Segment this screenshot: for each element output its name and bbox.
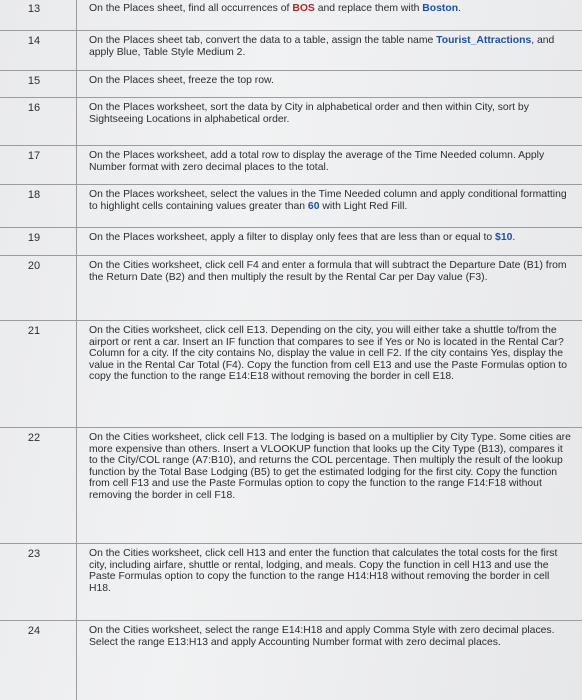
step-instruction [89,189,574,212]
instruction-text: On the Cities worksheet, select the range E14:H18 and apply Comma Style with zero decimal places. Select the range E13:H13 and apply Accounting Number format with zero decimal places. [89,625,555,648]
instruction-text: . [458,3,461,14]
table-row [0,70,582,97]
column-divider [76,71,77,97]
highlighted-value: $10 [495,232,513,243]
column-divider [76,256,77,320]
table-row [0,184,582,227]
step-number: 15 [27,75,41,87]
instruction-text: , and apply Blue, Table Style Medium 2. [89,35,555,58]
step-number: 21 [27,325,41,337]
column-divider [76,544,77,620]
column-divider [76,621,77,700]
table-row [0,227,582,255]
table-row [0,145,582,184]
step-number: 23 [27,548,41,560]
step-instruction [89,150,574,173]
column-divider [76,321,77,427]
step-instruction [89,35,574,58]
step-number: 17 [27,150,41,162]
table-row [0,30,582,70]
instruction-text: On the Places worksheet, select the values in the Time Needed column and apply conditional formatting to highlight cells containing values greater than [89,189,567,212]
table-row [0,320,582,427]
highlighted-value: Boston [422,3,459,14]
step-instruction [89,232,574,244]
instruction-text: On the Places worksheet, sort the data by City in alphabetical order and then within City, sort by Sightseeing Locations in alphabetical order. [89,102,529,125]
step-instruction [89,3,574,15]
column-divider [76,98,77,145]
step-instruction [89,548,574,594]
instruction-text: . [512,232,516,243]
column-divider [76,146,77,184]
instruction-text: On the Cities worksheet, click cell F13. The lodging is based on a multiplier by City Type. Some cities are more expensive than others. Insert a VLOOKUP function that looks up the City Type (B13), compares it to the City/COL range (A7:B10), and returns the COL percentage. Then multiply the result of the lookup function by the Total Base Lodging (B5) to get the estimated lodging for the first city. Copy the function from cell F13 and use the Paste Formulas option to copy the function to the range F14:F18 without removing the border in cell F18. [89,432,571,501]
step-number: 18 [27,189,41,201]
column-divider [76,0,77,30]
step-number: 20 [27,260,41,272]
table-row [0,255,582,320]
column-divider [76,428,77,543]
table-row [0,620,582,700]
instruction-text: On the Places worksheet, apply a filter to display only fees that are less than or equal to [89,232,496,243]
table-row [0,0,582,30]
step-number: 24 [27,625,41,637]
step-instruction [89,102,574,125]
step-instruction [89,325,574,383]
step-number: 19 [27,232,41,244]
instruction-text: On the Cities worksheet, click cell F4 and enter a formula that will subtract the Departure Date (B1) from the Return Date (B2) and then multiply the result by the Rental Car per Day value (F3). [89,260,567,283]
instruction-text: On the Places sheet tab, convert the data to a table, assign the table name [89,35,437,46]
instruction-text: On the Cities worksheet, click cell E13. Depending on the city, you will either take a shuttle to/from the airport or rent a car. Insert an IF function that compares to see if Yes or No is located in the Rental Car? Column for a city. If the city contains No, display the value in cell F2. If the city contains Yes, display the value in the Rental Car Total (F4). Copy the function from cell E13 and use the Paste Formulas option to copy the function to the range E14:E18 without removing the border in cell E18. [89,325,568,383]
step-number: 16 [27,102,41,114]
step-instruction [89,75,574,87]
column-divider [76,185,77,227]
highlighted-value: BOS [292,3,315,14]
column-divider [76,31,77,70]
table-row [0,543,582,620]
step-number: 14 [27,35,41,47]
instruction-text: On the Places sheet, find all occurrences of [89,3,293,14]
step-instruction [89,260,574,283]
instruction-text: On the Places sheet, freeze the top row. [89,75,274,86]
table-row [0,97,582,145]
column-divider [76,228,77,255]
table-row [0,427,582,543]
step-number: 22 [27,432,41,444]
instruction-text: On the Cities worksheet, click cell H13 and enter the function that calculates the total costs for the first city, including airfare, shuttle or rental, lodging, and meals. Copy the function in cell H13 and use the Paste Formulas option to copy the function to the range H14:H18 without removing the border in cell H18. [89,548,558,594]
instruction-text: On the Places worksheet, add a total row to display the average of the Time Needed column. Apply Number format with zero decimal places to the total. [89,150,545,173]
highlighted-value: 60 [307,200,320,212]
highlighted-value: Tourist_Attractions [436,35,532,46]
step-instruction [89,625,574,648]
instruction-text: and replace them with [314,3,423,14]
step-number: 13 [27,3,41,15]
instruction-text: with Light Red Fill. [319,200,408,212]
step-instruction [89,432,574,502]
